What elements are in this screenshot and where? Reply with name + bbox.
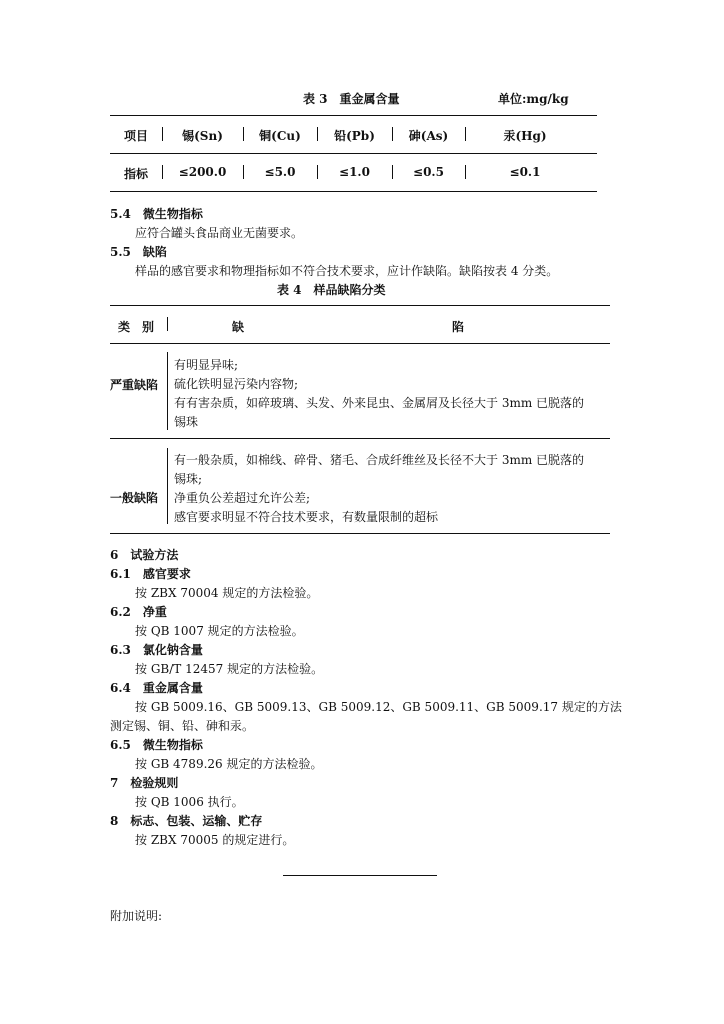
table3-header-cu: 铜(Cu) <box>259 129 301 143</box>
section-6-3-heading: 6.3 氯化钠含量 <box>110 643 203 657</box>
table4-general-label: 一般缺陷 <box>110 491 159 505</box>
table4-severe-line: 有有害杂质，如碎玻璃、头发、外来昆虫、金属屑及长径大于 3mm 已脱落的 <box>174 396 585 410</box>
table4-header-rule <box>110 343 610 344</box>
section-8-heading: 8 标志、包装、运输、贮存 <box>110 814 263 828</box>
table4-header-defect-2: 陷 <box>452 320 465 334</box>
table4-caption: 表 4 样品缺陷分类 <box>277 283 386 297</box>
section-7-heading: 7 检验规则 <box>110 776 179 790</box>
section-6-5-heading: 6.5 微生物指标 <box>110 738 203 752</box>
table3-value-sn: ≤200.0 <box>178 165 227 179</box>
section-6-4-heading: 6.4 重金属含量 <box>110 681 203 695</box>
table4-bottom-rule <box>110 533 610 534</box>
table4-sep <box>167 448 168 524</box>
table3-unit: 单位:mg/kg <box>498 92 569 106</box>
section-6-heading: 6 试验方法 <box>110 548 179 562</box>
section-6-5-text: 按 GB 4789.26 规定的方法检验。 <box>135 757 323 771</box>
section-6-2-heading: 6.2 净重 <box>110 605 167 619</box>
table4-header-category: 类 别 <box>118 320 155 334</box>
table4-sep <box>167 352 168 430</box>
table3-mid-rule <box>110 153 597 154</box>
table4-general-line: 净重负公差超过允许公差; <box>174 491 311 505</box>
table3-header-item: 项目 <box>123 129 148 143</box>
section-6-4-text-continued: 测定锡、铜、铅、砷和汞。 <box>110 719 255 733</box>
table3-header-pb: 铅(Pb) <box>334 129 375 143</box>
table3-top-rule <box>110 115 597 116</box>
table4-sep <box>167 317 168 331</box>
table4-severe-line: 有明显异味; <box>174 358 239 372</box>
table4-general-line: 感官要求明显不符合技术要求，有数量限制的超标 <box>174 510 439 524</box>
table3-header-hg: 汞(Hg) <box>503 129 547 143</box>
section-5-5-heading: 5.5 缺陷 <box>110 245 167 259</box>
table4-severe-label: 严重缺陷 <box>110 378 159 392</box>
table3-value-cu: ≤5.0 <box>264 165 296 179</box>
table3-row-label: 指标 <box>123 167 148 181</box>
section-6-4-text: 按 GB 5009.16、GB 5009.13、GB 5009.12、GB 5009.11、GB 5009.17 规定的方法 <box>135 700 622 714</box>
table4-general-line: 锡珠; <box>174 472 203 486</box>
table3-value-pb: ≤1.0 <box>339 165 370 179</box>
section-8-text: 按 ZBX 70005 的规定进行。 <box>135 833 295 847</box>
table3-value-hg: ≤0.1 <box>509 165 541 179</box>
section-6-1-heading: 6.1 感官要求 <box>110 567 191 581</box>
section-6-3-text: 按 GB/T 12457 规定的方法检验。 <box>135 662 324 676</box>
table4-top-rule <box>110 305 610 306</box>
table4-severe-line: 硫化铁明显污染内容物; <box>174 377 299 391</box>
table4-general-line: 有一般杂质，如棉线、碎骨、猪毛、合成纤维丝及长径不大于 3mm 已脱落的 <box>174 453 585 467</box>
end-rule <box>283 875 437 876</box>
table3-header-as: 砷(As) <box>408 129 449 143</box>
section-5-5-text: 样品的感官要求和物理指标如不符合技术要求，应计作缺陷。缺陷按表 4 分类。 <box>135 264 559 278</box>
table4-severe-line: 锡珠 <box>174 415 199 429</box>
table3-header-sn: 锡(Sn) <box>182 129 223 143</box>
section-5-4-heading: 5.4 微生物指标 <box>110 207 203 221</box>
section-5-4-text: 应符合罐头食品商业无菌要求。 <box>135 226 304 240</box>
table3-bottom-rule <box>110 191 597 192</box>
section-6-2-text: 按 QB 1007 规定的方法检验。 <box>135 624 304 638</box>
table4-mid-rule <box>110 438 610 439</box>
table3-caption: 表 3 重金属含量 <box>303 92 400 106</box>
table3-value-as: ≤0.5 <box>413 165 444 179</box>
section-7-text: 按 QB 1006 执行。 <box>135 795 244 809</box>
table4-header-defect-1: 缺 <box>232 320 245 334</box>
additional-notes-label: 附加说明: <box>110 909 163 923</box>
section-6-1-text: 按 ZBX 70004 规定的方法检验。 <box>135 586 319 600</box>
